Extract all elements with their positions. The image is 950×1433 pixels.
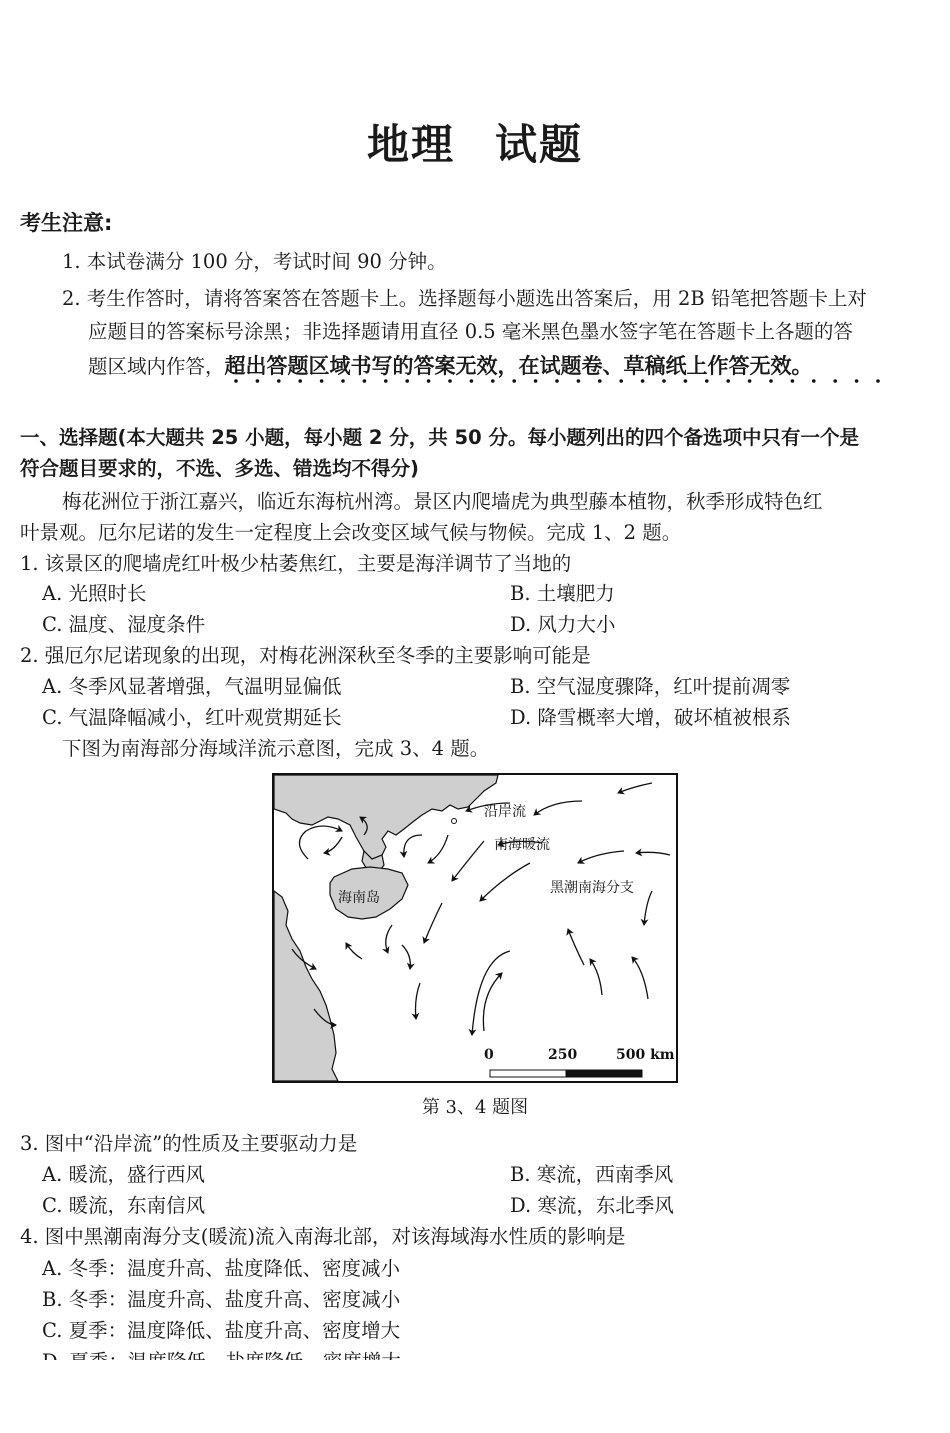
emphasis-dot: [577, 379, 581, 383]
label-kuroshio-branch: 黑潮南海分支: [550, 880, 634, 896]
q1-option-a: A. 光照时长: [42, 582, 147, 605]
notice-item-2-line-3: [88, 350, 813, 380]
section-heading-line-2: 符合题目要求的，不选、多选、错选均不得分): [20, 457, 419, 480]
scale-bar-white: [490, 1070, 566, 1077]
q4-option-a: A. 冬季：温度升高、盐度降低、密度减小: [42, 1257, 400, 1280]
notice-emphasis-text: 超出答题区域书写的答案无效，在试题卷、草稿纸上作答无效。: [224, 354, 813, 378]
emphasis-dot: [448, 379, 452, 383]
emphasis-dot: [619, 379, 623, 383]
emphasis-dot: [234, 379, 238, 383]
passage-1-line-2: 叶景观。厄尔尼诺的发生一定程度上会改变区域气候与物候。完成 1、2 题。: [20, 521, 682, 544]
q1-option-c: C. 温度、湿度条件: [42, 613, 206, 636]
emphasis-dot: [363, 379, 367, 383]
emphasis-dots: [228, 378, 890, 384]
scale-label-0: 0: [484, 1047, 494, 1063]
emphasis-dot: [684, 379, 688, 383]
notice-plain-text: 题区域内作答，: [88, 355, 225, 378]
label-hainan-island: 海南岛: [338, 890, 380, 906]
emphasis-dot: [726, 379, 730, 383]
emphasis-dot: [256, 379, 260, 383]
emphasis-dot: [812, 379, 816, 383]
emphasis-dot: [555, 379, 559, 383]
scale-bar-black: [566, 1070, 642, 1077]
map-svg: [272, 773, 678, 1083]
label-coastal-current: 沿岸流: [484, 804, 526, 820]
label-south-china-sea-warm-current: 南海暖流: [494, 837, 550, 853]
q4-option-b: B. 冬季：温度升高、盐度升高、密度减小: [42, 1288, 401, 1311]
notice-item-1: 1. 本试卷满分 100 分，考试时间 90 分钟。: [62, 250, 447, 273]
q3-stem: 3. 图中“沿岸流”的性质及主要驱动力是: [20, 1132, 358, 1155]
emphasis-dot: [427, 379, 431, 383]
notice-item-2-line-2: 应题目的答案标号涂黑；非选择题请用直径 0.5 毫米黑色墨水签字笔在答题卡上各题的答: [88, 320, 853, 343]
title-part-2: 试题: [495, 120, 584, 169]
emphasis-dot: [662, 379, 666, 383]
q2-option-a: A. 冬季风显著增强，气温明显偏低: [42, 675, 342, 698]
emphasis-dot: [491, 379, 495, 383]
scale-label-250: 250: [548, 1047, 578, 1063]
emphasis-dot: [791, 379, 795, 383]
scale-label-500km: 500 km: [616, 1047, 675, 1063]
emphasis-dot: [320, 379, 324, 383]
emphasis-dot: [405, 379, 409, 383]
notice-heading: 考生注意:: [20, 211, 113, 235]
emphasis-dot: [641, 379, 645, 383]
q1-option-d: D. 风力大小: [510, 613, 616, 636]
passage-2: 下图为南海部分海域洋流示意图，完成 3、4 题。: [62, 737, 490, 760]
passage-1-line-1: 梅花洲位于浙江嘉兴，临近东海杭州湾。景区内爬墙虎为典型藤本植物，秋季形成特色红: [62, 490, 823, 513]
emphasis-dot: [705, 379, 709, 383]
map-caption: 第 3、4 题图: [421, 1097, 529, 1118]
q2-stem: 2. 强厄尔尼诺现象的出现，对梅花洲深秋至冬季的主要影响可能是: [20, 644, 591, 667]
ocean-current-map: [272, 773, 678, 1083]
emphasis-dot: [598, 379, 602, 383]
emphasis-dot: [769, 379, 773, 383]
q1-option-b: B. 土壤肥力: [510, 582, 615, 605]
q3-option-b: B. 寒流，西南季风: [510, 1163, 674, 1186]
emphasis-dot: [748, 379, 752, 383]
emphasis-dot: [855, 379, 859, 383]
q3-option-d: D. 寒流，东北季风: [510, 1194, 674, 1217]
emphasis-dot: [512, 379, 516, 383]
emphasis-dot: [277, 379, 281, 383]
q4-stem: 4. 图中黑潮南海分支(暖流)流入南海北部，对该海域海水性质的影响是: [20, 1225, 626, 1248]
title-part-1: 地理: [366, 120, 455, 169]
emphasis-dot: [833, 379, 837, 383]
emphasis-dot: [876, 379, 880, 383]
emphasis-dot: [470, 379, 474, 383]
page-crop-edge: [0, 1360, 950, 1433]
emphasis-dot: [384, 379, 388, 383]
q2-option-c: C. 气温降幅减小，红叶观赏期延长: [42, 706, 342, 729]
notice-item-2-line-1: 2. 考生作答时，请将答案答在答题卡上。选择题每小题选出答案后，用 2B 铅笔把答题卡上对: [62, 287, 867, 310]
page-title: [0, 112, 950, 172]
q3-option-a: A. 暖流，盛行西风: [42, 1163, 205, 1186]
q4-option-c: C. 夏季：温度降低、盐度升高、密度增大: [42, 1319, 401, 1342]
emphasis-dot: [341, 379, 345, 383]
q1-stem: 1. 该景区的爬墙虎红叶极少枯萎焦红，主要是海洋调节了当地的: [20, 552, 572, 575]
emphasis-dot: [298, 379, 302, 383]
q3-option-c: C. 暖流，东南信风: [42, 1194, 206, 1217]
q2-option-d: D. 降雪概率大增，破坏植被根系: [510, 706, 791, 729]
emphasis-dot: [534, 379, 538, 383]
section-heading-line-1: 一、选择题(本大题共 25 小题，每小题 2 分，共 50 分。每小题列出的四个备选项中只有一个是: [20, 426, 859, 449]
q2-option-b: B. 空气湿度骤降，红叶提前凋零: [510, 675, 791, 698]
